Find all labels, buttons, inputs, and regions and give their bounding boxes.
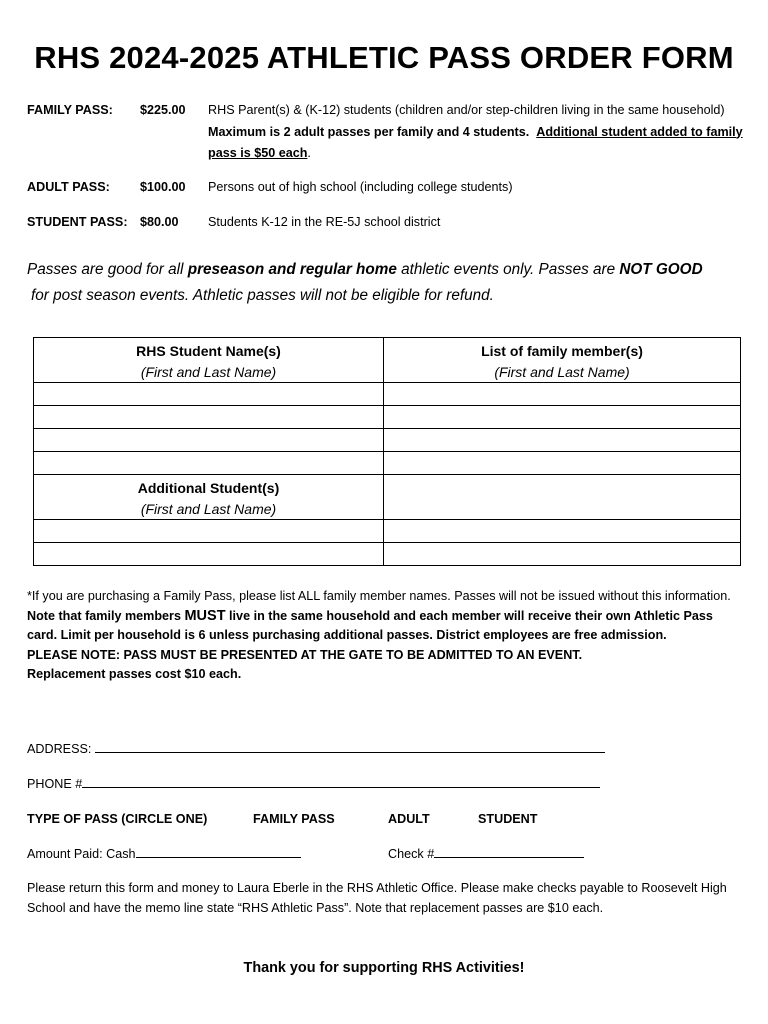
notice-text-1: Passes are good for all [27,261,188,278]
family-pass-desc-end: . [307,146,311,160]
adult-pass-label: ADULT PASS: [27,180,110,194]
phone-label: PHONE # [27,777,83,791]
family-pass-price: $225.00 [140,103,186,117]
table-header-row [34,338,741,383]
family-pass-description [208,100,748,165]
table-row [34,406,741,429]
family-pass-instructions [27,587,732,685]
family-pass-max: Maximum is 2 adult passes per family and 4 students. [208,124,530,139]
additional-students-header-row [34,475,741,520]
pass-type-family-option[interactable]: FAMILY PASS [253,812,335,826]
address-label: ADDRESS: [27,742,95,756]
adult-pass-price: $100.00 [140,180,186,194]
student-name-cell[interactable] [34,406,384,429]
additional-student-cell[interactable] [34,543,384,566]
thank-you-message: Thank you for supporting RHS Activities! [243,960,525,976]
additional-students-title: Additional Student(s) [137,480,280,496]
address-line[interactable] [95,742,605,753]
family-pass-additional: Additional student added to family pass is $50 each [208,124,743,160]
pass-type-adult-option[interactable]: ADULT [388,812,430,826]
student-name-cell[interactable] [34,383,384,406]
phone-line[interactable] [82,777,600,788]
student-names-title: RHS Student Name(s) [136,343,281,359]
instructions-must: MUST [184,607,226,624]
instructions-bold-1: Note that family members [27,608,185,623]
check-number-field[interactable] [388,847,584,861]
student-names-subtitle: (First and Last Name) [140,364,277,380]
table-row [34,452,741,475]
adult-pass-description: Persons out of high school (including college students) [208,180,513,194]
gate-notice: PLEASE NOTE: PASS MUST BE PRESENTED AT THE GATE TO BE ADMITTED TO AN EVENT. [27,647,583,662]
names-table [33,337,741,566]
family-member-cell[interactable] [384,452,741,475]
student-pass-label: STUDENT PASS: [27,215,128,229]
address-field[interactable] [27,742,605,756]
table-row [34,520,741,543]
student-pass-row [27,212,747,234]
replacement-notice: Replacement passes cost $10 each. [27,667,242,681]
amount-paid-cash-field[interactable] [27,847,301,861]
family-pass-row [27,100,747,166]
additional-students-header [34,475,384,520]
pass-validity-notice [27,257,747,309]
additional-students-subtitle: (First and Last Name) [140,501,277,517]
return-instructions: Please return this form and money to Laura Eberle in the RHS Athletic Office. Please make checks payable to Roosevelt High School and have the memo line state “RHS Athletic Pass”. Note that replacement passes are $10 each. [27,881,727,915]
additional-student-cell[interactable] [34,520,384,543]
family-member-cell[interactable] [384,429,741,452]
student-name-cell[interactable] [34,429,384,452]
pass-type-label: TYPE OF PASS (CIRCLE ONE) [27,812,208,826]
family-members-header [384,338,741,383]
instructions-bold-2: live in the same household and each member will receive their own Athletic Pass card. Limit per household is 6 unless purchasing additional passes. District employees are free admission. [27,608,713,642]
family-member-cell[interactable] [384,475,741,520]
notice-bold-2: NOT GOOD [619,261,703,278]
student-pass-description: Students K-12 in the RE-5J school district [208,215,441,229]
family-members-subtitle: (First and Last Name) [494,364,630,380]
table-row [34,383,741,406]
notice-line-2: for post season events. Athletic passes will not be eligible for refund. [31,287,494,304]
page-title: RHS 2024-2025 ATHLETIC PASS ORDER FORM [34,40,734,75]
notice-text-2: athletic events only. Passes are [396,261,620,278]
notice-bold-1: preseason and regular home [187,261,397,278]
adult-pass-row [27,177,747,199]
family-member-cell[interactable] [384,520,741,543]
student-names-header [34,338,384,383]
table-row [34,543,741,566]
instructions-text: *If you are purchasing a Family Pass, please list ALL family member names. Passes will not be issued without this information. [27,589,731,603]
family-member-cell[interactable] [384,383,741,406]
family-member-cell[interactable] [384,543,741,566]
check-number-line[interactable] [434,847,584,858]
phone-field[interactable] [27,777,600,791]
pass-type-student-option[interactable]: STUDENT [478,812,538,826]
family-members-title: List of family member(s) [481,343,643,359]
student-name-cell[interactable] [34,452,384,475]
cash-line[interactable] [136,847,301,858]
family-pass-label: FAMILY PASS: [27,103,113,117]
family-pass-desc-text: RHS Parent(s) & (K-12) students (children and/or step-children living in the same household) [208,103,725,117]
student-pass-price: $80.00 [140,215,179,229]
check-number-label: Check # [388,847,435,861]
amount-paid-label: Amount Paid: Cash [27,847,136,861]
family-member-cell[interactable] [384,406,741,429]
table-row [34,429,741,452]
